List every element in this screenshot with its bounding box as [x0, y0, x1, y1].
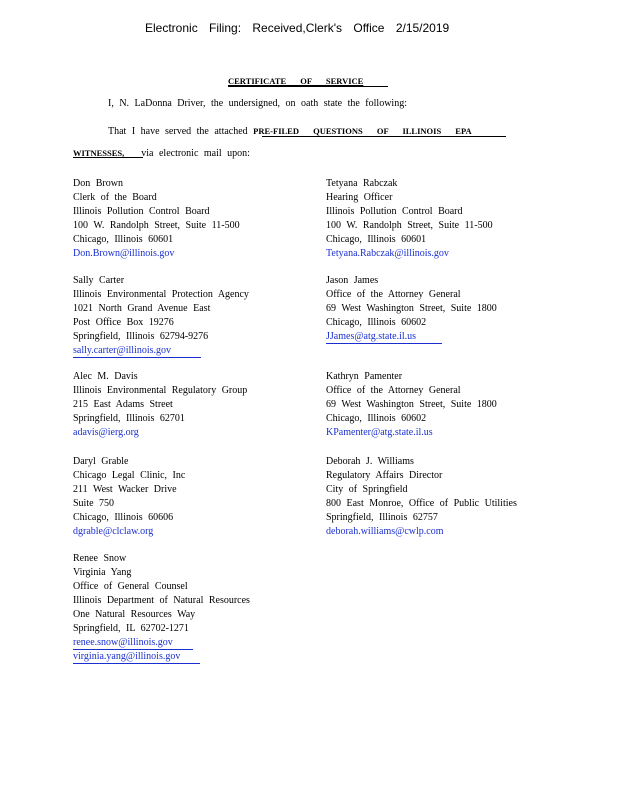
contact-line: Clerk of the Board	[73, 192, 157, 203]
contact-line: Office of General Counsel	[73, 581, 188, 592]
contact-line: One Natural Resources Way	[73, 609, 196, 620]
oath-statement: I, N. LaDonna Driver, the undersigned, on oath state the following:	[108, 98, 407, 109]
contact-line: Regulatory Affairs Director	[326, 470, 443, 481]
contact-block	[73, 552, 250, 664]
contact-block	[73, 274, 249, 358]
contact-line: Hearing Officer	[326, 192, 393, 203]
email-link[interactable]: sally.carter@illinois.gov	[73, 345, 201, 358]
contact-line: Springfield, Illinois 62757	[326, 512, 438, 523]
contact-line: Post Office Box 19276	[73, 317, 174, 328]
contact-line: Kathryn Pamenter	[326, 371, 403, 382]
contact-line: 100 W. Randolph Street, Suite 11-500	[326, 220, 493, 231]
contact-line: Chicago, Illinois 60606	[73, 512, 174, 523]
contact-line: 800 East Monroe, Office of Public Utilities	[326, 498, 517, 509]
contact-line: Illinois Pollution Control Board	[326, 206, 463, 217]
contact-line: Office of the Attorney General	[326, 385, 461, 396]
contact-line: Suite 750	[73, 498, 115, 509]
email-link[interactable]: renee.snow@illinois.gov	[73, 637, 193, 650]
contact-line: Chicago, Illinois 60601	[73, 234, 174, 245]
contact-line: Don Brown	[73, 178, 123, 189]
document-title: CERTIFICATE OF SERVICE	[228, 76, 364, 86]
contact-line: Office of the Attorney General	[326, 289, 461, 300]
contact-line: Tetyana Rabczak	[326, 178, 398, 189]
contact-line: Illinois Pollution Control Board	[73, 206, 210, 217]
email-link[interactable]: virginia.yang@illinois.gov	[73, 651, 200, 664]
contact-line: Virginia Yang	[73, 567, 132, 578]
contact-block	[326, 370, 497, 440]
email-link[interactable]: dgrable@clclaw.org	[73, 526, 154, 537]
contact-line: 211 West Wacker Drive	[73, 484, 177, 495]
contact-line: Alec M. Davis	[73, 371, 138, 382]
contact-line: Chicago, Illinois 60602	[326, 413, 427, 424]
contact-line: Springfield, Illinois 62701	[73, 413, 185, 424]
contact-block	[326, 455, 517, 539]
contact-block	[73, 177, 240, 261]
contact-block	[73, 370, 247, 440]
contact-line: Renee Snow	[73, 553, 127, 564]
service-method: via electronic mail upon:	[141, 148, 250, 159]
email-link[interactable]: JJames@atg.state.il.us	[326, 331, 442, 344]
contact-line: Jason James	[326, 275, 379, 286]
contact-line: 69 West Washington Street, Suite 1800	[326, 399, 497, 410]
contact-line: City of Springfield	[326, 484, 408, 495]
contact-line: 100 W. Randolph Street, Suite 11-500	[73, 220, 240, 231]
document-name-cont: WITNESSES,	[73, 148, 125, 158]
email-link[interactable]: deborah.williams@cwlp.com	[326, 526, 444, 537]
contact-block	[73, 455, 185, 539]
email-link[interactable]: adavis@ierg.org	[73, 427, 139, 438]
contact-line: Illinois Environmental Regulatory Group	[73, 385, 248, 396]
contact-line: Illinois Environmental Protection Agency	[73, 289, 249, 300]
document-name: PRE-FILED QUESTIONS OF ILLINOIS EPA	[253, 126, 472, 136]
contact-block	[326, 274, 497, 344]
email-link[interactable]: KPamenter@atg.state.il.us	[326, 427, 433, 438]
contact-line: Daryl Grable	[73, 456, 129, 467]
contact-line: Illinois Department of Natural Resources	[73, 595, 250, 606]
contact-line: Chicago Legal Clinic, Inc	[73, 470, 186, 481]
service-statement-cont	[73, 146, 250, 161]
document-name-cont-underline	[73, 157, 143, 158]
contact-line: Chicago, Illinois 60602	[326, 317, 427, 328]
contact-line: 1021 North Grand Avenue East	[73, 303, 211, 314]
filing-stamp: Electronic Filing: Received,Clerk's Office 2/15/2019	[145, 21, 450, 35]
contact-line: 69 West Washington Street, Suite 1800	[326, 303, 497, 314]
email-link[interactable]: Don.Brown@illinois.gov	[73, 248, 175, 259]
contact-block	[326, 177, 493, 261]
service-lead: That I have served the attached	[108, 126, 248, 137]
email-link[interactable]: Tetyana.Rabczak@illinois.gov	[326, 248, 449, 259]
contact-line: Springfield, IL 62702-1271	[73, 623, 189, 634]
contact-line: Deborah J. Williams	[326, 456, 414, 467]
contact-line: Springfield, Illinois 62794-9276	[73, 331, 209, 342]
contact-line: 215 East Adams Street	[73, 399, 173, 410]
document-name-underline	[262, 136, 506, 137]
contact-line: Chicago, Illinois 60601	[326, 234, 427, 245]
title-underline	[228, 86, 388, 87]
contact-line: Sally Carter	[73, 275, 125, 286]
